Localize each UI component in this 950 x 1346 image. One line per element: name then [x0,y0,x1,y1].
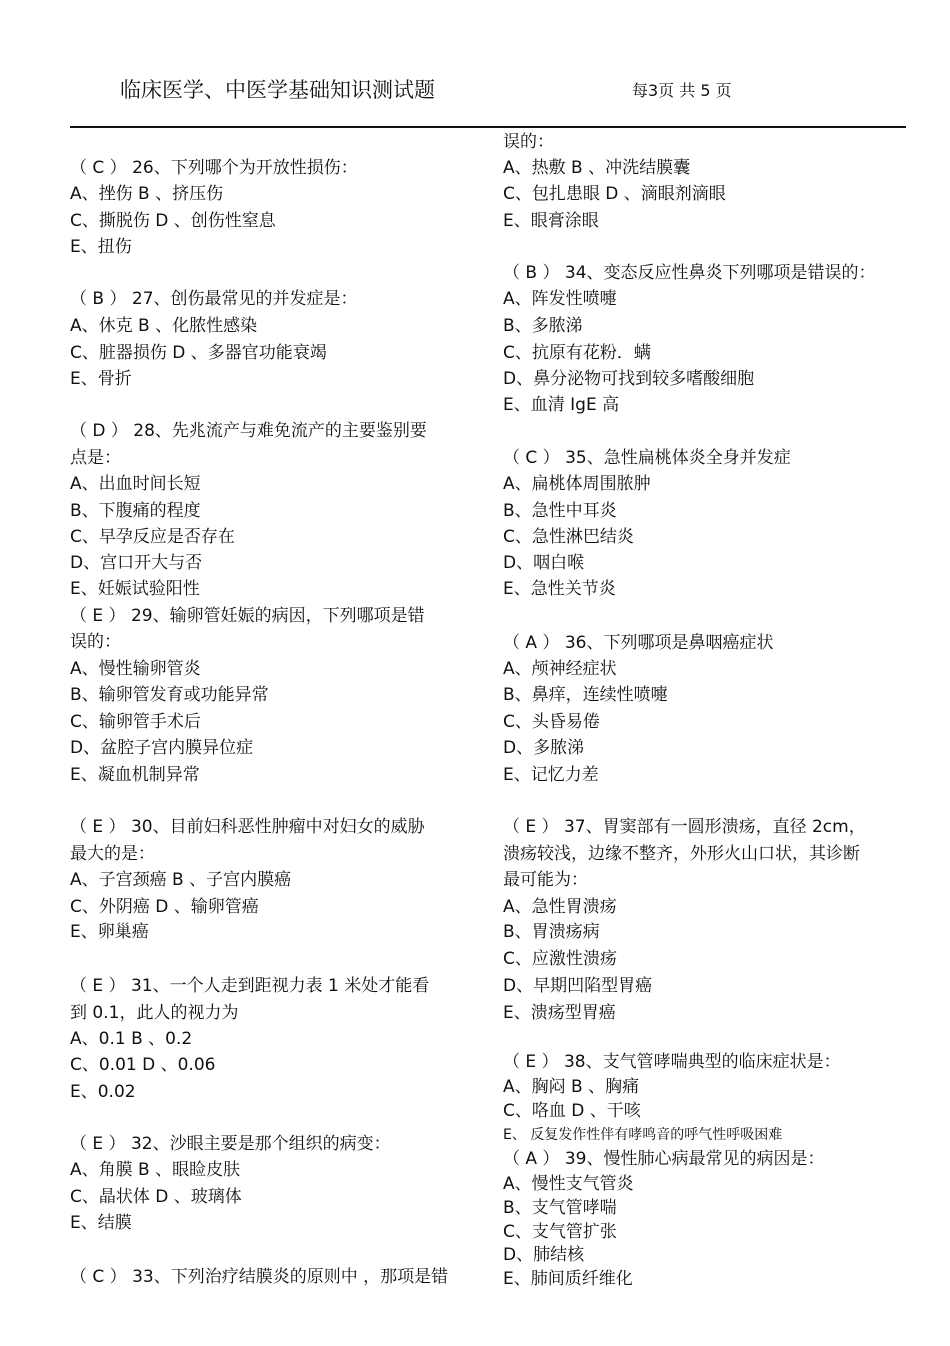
question-text-line: 到 0.1，此人的视力为 [70,1003,239,1023]
question-text-line: D、肺结核 [503,1245,585,1265]
question-text-line: （ E ） 38、支气管哮喘典型的临床症状是： [503,1052,841,1072]
question-text-line: （ B ） 34、变态反应性鼻炎下列哪项是错误的： [503,263,876,283]
question-text-line: 误的： [503,132,554,152]
question-text-line: （ C ） 35、急性扁桃体炎全身并发症 [503,448,791,468]
question-text-line: E、骨折 [70,369,132,389]
question-text-line: C、应激性溃疡 [503,949,617,969]
question-text-line: A、阵发性喷嚏 [503,289,617,309]
question-text-line: （ E ） 31、一个人走到距视力表 1 米处才能看 [70,976,430,996]
question-text-line: （ B ） 27、创伤最常见的并发症是： [70,289,358,309]
question-text-line: C、头昏易倦 [503,712,600,732]
question-text-line: A、热敷 B 、冲洗结膜囊 [503,158,691,178]
question-text-line: （ C ） 33、下列治疗结膜炎的原则中 ，那项是错 [70,1267,449,1287]
question-text-line: 误的： [70,632,121,652]
question-text-line: （ C ） 26、下列哪个为开放性损伤： [70,158,358,178]
question-text-line: 最大的是： [70,844,155,864]
question-text-line: A、休克 B 、化脓性感染 [70,316,258,336]
question-text-line: D、盆腔子宫内膜异位症 [70,738,254,758]
question-text-line: A、挫伤 B 、挤压伤 [70,184,224,204]
question-text-line: 点是： [70,448,121,468]
question-text-line: C、急性淋巴结炎 [503,527,634,547]
question-text-line: C、早孕反应是否存在 [70,527,235,547]
question-text-line: C、咯血 D 、干咳 [503,1101,641,1121]
question-text-line: D、鼻分泌物可找到较多嗜酸细胞 [503,369,755,389]
question-text-line: C、输卵管手术后 [70,712,201,732]
question-text-line: D、咽白喉 [503,553,585,573]
question-text-line: D、多脓涕 [503,738,585,758]
question-text-line: A、扁桃体周围脓肿 [503,474,651,494]
question-text-line: B、输卵管发育或功能异常 [70,685,269,705]
question-text-line: C、撕脱伤 D 、创伤性窒息 [70,211,276,231]
question-text-line: B、下腹痛的程度 [70,501,201,521]
question-text-line: B、多脓涕 [503,316,583,336]
question-text-line: B、支气管哮喘 [503,1198,617,1218]
question-text-line: E、记忆力差 [503,765,599,785]
page-number: 每3页 共 5 页 [632,81,732,100]
question-text-line: C、包扎患眼 D 、滴眼剂滴眼 [503,184,726,204]
question-text-line: E、凝血机制异常 [70,765,200,785]
question-text-line: （ E ） 30、目前妇科恶性肿瘤中对妇女的威胁 [70,817,425,837]
question-text-line: A、颅神经症状 [503,659,617,679]
question-text-line: （ A ） 36、下列哪项是鼻咽癌症状 [503,633,774,653]
question-text-line: E、眼膏涂眼 [503,211,599,231]
question-text-line: A、出血时间长短 [70,474,201,494]
question-text-line: E、急性关节炎 [503,579,616,599]
question-text-line: D、早期凹陷型胃癌 [503,976,653,996]
question-text-line: A、角膜 B 、眼睑皮肤 [70,1160,241,1180]
question-text-line: B、胃溃疡病 [503,922,600,942]
question-text-line: C、抗原有花粉．螨 [503,343,651,363]
question-text-line: C、外阴癌 D 、输卵管癌 [70,897,259,917]
page-title: 临床医学、中医学基础知识测试题 [120,78,435,102]
question-text-line: B、鼻痒，连续性喷嚏 [503,685,668,705]
question-text-line: C、0.01 D 、0.06 [70,1055,216,1075]
question-text-line: C、支气管扩张 [503,1222,617,1242]
question-text-line: （ A ） 39、慢性肺心病最常见的病因是： [503,1149,825,1169]
question-text-line: （ D ） 28、先兆流产与难免流产的主要鉴别要 [70,421,427,441]
question-text-line: A、慢性支气管炎 [503,1174,634,1194]
question-text-line: E、结膜 [70,1213,132,1233]
question-text-line: C、脏器损伤 D 、多器官功能衰竭 [70,343,327,363]
question-text-line: A、慢性输卵管炎 [70,659,201,679]
question-text-line: （ E ） 29、输卵管妊娠的病因，下列哪项是错 [70,606,425,626]
question-text-line: E、扭伤 [70,237,132,257]
question-text-line: E、 反复发作性伴有哮鸣音的呼气性呼吸困难 [503,1127,783,1143]
question-text-line: E、妊娠试验阳性 [70,579,200,599]
question-text-line: （ E ） 37、胃窦部有一圆形溃疡，直径 2cm， [503,817,866,837]
question-text-line: E、0.02 [70,1082,136,1102]
question-text-line: E、肺间质纤维化 [503,1269,633,1289]
question-text-line: A、0.1 B 、0.2 [70,1029,193,1049]
question-text-line: E、溃疡型胃癌 [503,1003,616,1023]
question-text-line: A、急性胃溃疡 [503,897,617,917]
question-text-line: （ E ） 32、沙眼主要是那个组织的病变： [70,1134,391,1154]
question-text-line: 溃疡较浅，边缘不整齐，外形火山口状，其诊断 [503,844,860,864]
question-text-line: E、卵巢癌 [70,922,149,942]
question-text-line: 最可能为： [503,870,588,890]
question-text-line: A、子宫颈癌 B 、子宫内膜癌 [70,870,292,890]
question-text-line: D、宫口开大与否 [70,553,203,573]
question-text-line: B、急性中耳炎 [503,501,617,521]
question-text-line: E、血清 IgE 高 [503,395,620,415]
question-text-line: C、晶状体 D 、玻璃体 [70,1187,242,1207]
header-divider [70,126,906,128]
question-text-line: A、胸闷 B 、胸痛 [503,1077,640,1097]
